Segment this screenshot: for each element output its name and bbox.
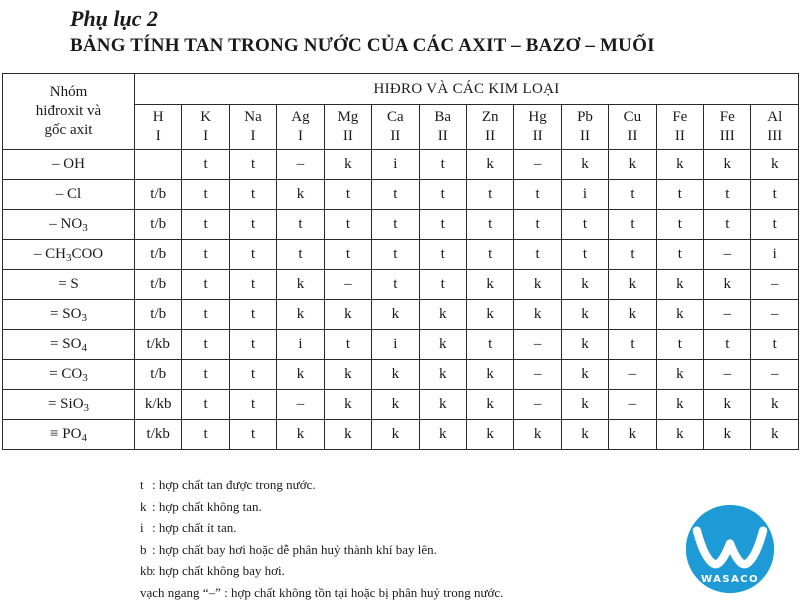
metal-header	[656, 105, 703, 150]
solubility-cell: –	[704, 240, 751, 270]
solubility-cell: –	[704, 360, 751, 390]
metal-header	[751, 105, 799, 150]
anion-prefix: = S	[58, 276, 79, 292]
anion-prefix: – NO	[49, 216, 82, 232]
legend	[140, 474, 503, 603]
solubility-cell: t	[419, 270, 466, 300]
solubility-cell: k	[561, 300, 608, 330]
metal-valence: II	[562, 127, 608, 146]
solubility-cell: t	[182, 300, 229, 330]
anion-subscript: 3	[82, 222, 88, 234]
anion-cell	[3, 420, 135, 450]
solubility-cell: k	[324, 150, 371, 180]
solubility-cell: k	[751, 390, 799, 420]
solubility-cell: –	[609, 390, 656, 420]
metal-symbol: Mg	[325, 108, 371, 127]
legend-text: : hợp chất bay hơi hoặc dễ phân huỷ thành khí bay lên.	[152, 542, 437, 557]
solubility-cell: t	[372, 180, 419, 210]
table-row	[3, 270, 799, 300]
metal-header	[277, 105, 324, 150]
table-body	[3, 150, 799, 450]
metal-header	[419, 105, 466, 150]
metal-header	[135, 105, 182, 150]
anion-prefix: ≡ PO	[50, 426, 81, 442]
metal-symbol: Hg	[514, 108, 560, 127]
solubility-cell: k	[656, 150, 703, 180]
table-row	[3, 180, 799, 210]
solubility-cell: t/b	[135, 300, 182, 330]
solubility-cell: t	[704, 180, 751, 210]
legend-symbol: kb	[140, 560, 152, 582]
solubility-cell: k	[561, 150, 608, 180]
solubility-cell: t	[514, 210, 561, 240]
legend-item	[140, 474, 503, 496]
solubility-cell: t	[229, 360, 276, 390]
anion-cell	[3, 330, 135, 360]
metal-header	[372, 105, 419, 150]
solubility-cell: k	[372, 360, 419, 390]
legend-symbol: vạch ngang “–”	[140, 585, 221, 600]
solubility-cell: t	[182, 270, 229, 300]
solubility-cell: t	[561, 210, 608, 240]
corner-line: gốc axit	[3, 121, 134, 140]
solubility-cell: t	[704, 210, 751, 240]
solubility-cell: t	[182, 180, 229, 210]
solubility-cell: k	[609, 150, 656, 180]
wasaco-logo	[684, 503, 776, 595]
metal-valence: II	[514, 127, 560, 146]
metal-valence: III	[704, 127, 750, 146]
group-header: HIĐRO VÀ CÁC KIM LOẠI	[135, 74, 799, 105]
solubility-cell: k	[277, 420, 324, 450]
solubility-cell: k	[466, 300, 513, 330]
metal-header	[561, 105, 608, 150]
anion-subscript: 3	[84, 402, 90, 414]
solubility-cell: k	[704, 150, 751, 180]
solubility-cell: t	[229, 390, 276, 420]
solubility-cell: t	[182, 390, 229, 420]
solubility-cell: t	[466, 210, 513, 240]
solubility-cell: k	[609, 420, 656, 450]
solubility-cell: k	[466, 390, 513, 420]
metal-symbol: Pb	[562, 108, 608, 127]
solubility-cell: i	[751, 240, 799, 270]
table-row	[3, 300, 799, 330]
solubility-cell: t	[419, 150, 466, 180]
solubility-cell: k	[656, 300, 703, 330]
anion-subscript: 3	[81, 312, 87, 324]
solubility-cell: k	[561, 270, 608, 300]
solubility-cell: –	[751, 270, 799, 300]
solubility-cell: t/b	[135, 270, 182, 300]
metal-valence: I	[230, 127, 276, 146]
anion-cell	[3, 180, 135, 210]
solubility-cell: t	[324, 330, 371, 360]
metal-symbol: K	[182, 108, 228, 127]
anion-cell	[3, 390, 135, 420]
anion-suffix: COO	[71, 246, 103, 262]
legend-item	[140, 496, 503, 518]
table-row	[3, 360, 799, 390]
solubility-cell: t	[751, 330, 799, 360]
solubility-cell: t	[182, 420, 229, 450]
solubility-cell: i	[372, 150, 419, 180]
table-row	[3, 150, 799, 180]
solubility-cell: k/kb	[135, 390, 182, 420]
solubility-cell: t	[229, 240, 276, 270]
solubility-cell: t	[229, 150, 276, 180]
solubility-cell: k	[561, 330, 608, 360]
solubility-cell: t	[372, 240, 419, 270]
solubility-cell: k	[561, 360, 608, 390]
metal-valence: II	[467, 127, 513, 146]
solubility-cell: t	[514, 240, 561, 270]
solubility-cell: k	[514, 270, 561, 300]
solubility-cell: k	[419, 300, 466, 330]
table-title: BẢNG TÍNH TAN TRONG NƯỚC CỦA CÁC AXIT – BAZƠ – MUỐI	[70, 34, 655, 58]
metal-header	[514, 105, 561, 150]
metal-valence: III	[751, 127, 798, 146]
anion-prefix: = CO	[49, 366, 82, 382]
anion-cell	[3, 360, 135, 390]
solubility-cell: k	[656, 360, 703, 390]
metal-header	[466, 105, 513, 150]
solubility-cell: k	[277, 360, 324, 390]
solubility-cell: t	[182, 240, 229, 270]
solubility-cell: t	[656, 210, 703, 240]
solubility-cell: t	[656, 180, 703, 210]
solubility-cell: t	[229, 270, 276, 300]
solubility-cell: –	[277, 390, 324, 420]
metal-symbol: Ba	[420, 108, 466, 127]
solubility-cell: k	[561, 420, 608, 450]
solubility-cell: –	[277, 150, 324, 180]
metal-symbol: H	[135, 108, 181, 127]
solubility-cell: t	[656, 240, 703, 270]
solubility-cell: k	[609, 300, 656, 330]
appendix-label: Phụ lục 2	[70, 6, 655, 32]
solubility-cell: k	[609, 270, 656, 300]
metal-valence: II	[420, 127, 466, 146]
solubility-cell: k	[704, 270, 751, 300]
solubility-cell: k	[656, 390, 703, 420]
metal-symbol: Fe	[657, 108, 703, 127]
legend-symbol: i	[140, 517, 152, 539]
solubility-cell: k	[704, 390, 751, 420]
metal-valence: II	[609, 127, 655, 146]
solubility-cell: –	[514, 150, 561, 180]
anion-prefix: = SO	[50, 336, 81, 352]
metal-valence: I	[135, 127, 181, 146]
solubility-cell: t/kb	[135, 330, 182, 360]
metal-symbol: Fe	[704, 108, 750, 127]
solubility-cell: –	[704, 300, 751, 330]
corner-line: hiđroxit và	[3, 102, 134, 121]
solubility-cell: t	[229, 300, 276, 330]
solubility-cell: t/kb	[135, 420, 182, 450]
solubility-cell: i	[561, 180, 608, 210]
anion-cell	[3, 300, 135, 330]
solubility-cell: k	[751, 420, 799, 450]
legend-symbol: b	[140, 539, 152, 561]
solubility-cell: t	[466, 330, 513, 360]
solubility-cell: t	[751, 180, 799, 210]
anion-prefix: – Cl	[56, 186, 81, 202]
solubility-cell: t	[466, 180, 513, 210]
legend-text: : hợp chất không tồn tại hoặc bị phân huỷ trong nước.	[221, 585, 504, 600]
solubility-cell: t	[704, 330, 751, 360]
solubility-cell: –	[751, 360, 799, 390]
solubility-cell: k	[277, 180, 324, 210]
table-row	[3, 330, 799, 360]
solubility-cell: t	[609, 240, 656, 270]
page-heading	[70, 6, 655, 58]
legend-item	[140, 560, 503, 582]
solubility-cell: t	[751, 210, 799, 240]
anion-cell	[3, 150, 135, 180]
metal-header	[704, 105, 751, 150]
solubility-cell: –	[514, 330, 561, 360]
solubility-cell: t/b	[135, 210, 182, 240]
solubility-cell: t	[561, 240, 608, 270]
anion-cell	[3, 210, 135, 240]
solubility-cell: t/b	[135, 180, 182, 210]
metal-symbol: Na	[230, 108, 276, 127]
legend-text: : hợp chất không tan.	[152, 499, 262, 514]
solubility-cell: k	[324, 360, 371, 390]
solubility-cell	[135, 150, 182, 180]
solubility-cell: t	[277, 210, 324, 240]
solubility-cell: t	[182, 150, 229, 180]
solubility-cell: t	[609, 180, 656, 210]
solubility-cell: –	[514, 360, 561, 390]
solubility-cell: t/b	[135, 240, 182, 270]
solubility-cell: t	[372, 270, 419, 300]
anion-cell	[3, 270, 135, 300]
solubility-cell: t	[419, 180, 466, 210]
solubility-cell: t	[182, 210, 229, 240]
solubility-cell: –	[751, 300, 799, 330]
solubility-cell: t	[609, 330, 656, 360]
metal-valence: II	[372, 127, 418, 146]
anion-subscript: 4	[81, 432, 87, 444]
metal-header	[182, 105, 229, 150]
solubility-cell: t	[514, 180, 561, 210]
solubility-cell: k	[372, 390, 419, 420]
solubility-cell: k	[324, 420, 371, 450]
solubility-cell: k	[419, 330, 466, 360]
solubility-cell: –	[514, 390, 561, 420]
solubility-cell: k	[372, 300, 419, 330]
solubility-cell: t	[229, 420, 276, 450]
metal-symbol: Ag	[277, 108, 323, 127]
solubility-cell: k	[704, 420, 751, 450]
solubility-cell: k	[324, 390, 371, 420]
solubility-cell: t	[419, 240, 466, 270]
metal-valence: I	[277, 127, 323, 146]
solubility-cell: t	[324, 240, 371, 270]
solubility-cell: t	[372, 210, 419, 240]
solubility-cell: t	[229, 210, 276, 240]
metal-valence: II	[657, 127, 703, 146]
metal-symbol: Cu	[609, 108, 655, 127]
metal-valence: I	[182, 127, 228, 146]
solubility-cell: k	[466, 360, 513, 390]
anion-subscript: 3	[82, 372, 88, 384]
anion-subscript: 4	[81, 342, 87, 354]
table-row	[3, 240, 799, 270]
solubility-cell: t	[324, 180, 371, 210]
metal-symbol: Al	[751, 108, 798, 127]
legend-item	[140, 517, 503, 539]
solubility-cell: k	[419, 390, 466, 420]
solubility-cell: t	[609, 210, 656, 240]
solubility-cell: t	[182, 360, 229, 390]
solubility-cell: k	[514, 420, 561, 450]
solubility-cell: i	[372, 330, 419, 360]
logo-text: WASACO	[701, 574, 759, 585]
solubility-cell: t	[277, 240, 324, 270]
solubility-cell: k	[466, 150, 513, 180]
solubility-cell: t	[466, 240, 513, 270]
corner-header	[3, 74, 135, 150]
table-row	[3, 390, 799, 420]
table-row	[3, 210, 799, 240]
solubility-cell: k	[561, 390, 608, 420]
solubility-cell: t	[324, 210, 371, 240]
anion-prefix: = SiO	[48, 396, 84, 412]
solubility-cell: k	[656, 270, 703, 300]
metal-header	[324, 105, 371, 150]
solubility-cell: t	[656, 330, 703, 360]
anion-subscript: 3	[66, 252, 72, 264]
anion-prefix: – CH	[34, 246, 66, 262]
solubility-cell: k	[277, 270, 324, 300]
legend-text: : hợp chất không bay hơi.	[152, 563, 285, 578]
corner-line: Nhóm	[3, 83, 134, 102]
legend-symbol: t	[140, 474, 152, 496]
solubility-cell: k	[419, 360, 466, 390]
solubility-cell: k	[514, 300, 561, 330]
legend-text: : hợp chất tan được trong nước.	[152, 477, 316, 492]
metal-symbol: Ca	[372, 108, 418, 127]
solubility-cell: t/b	[135, 360, 182, 390]
solubility-cell: t	[182, 330, 229, 360]
metal-symbol: Zn	[467, 108, 513, 127]
solubility-cell: k	[324, 300, 371, 330]
solubility-cell: k	[751, 150, 799, 180]
legend-text: : hợp chất ít tan.	[152, 520, 237, 535]
metal-valence: II	[325, 127, 371, 146]
solubility-cell: t	[229, 180, 276, 210]
legend-symbol: k	[140, 496, 152, 518]
table-row	[3, 420, 799, 450]
anion-cell	[3, 240, 135, 270]
solubility-cell: t	[229, 330, 276, 360]
solubility-cell: k	[419, 420, 466, 450]
anion-prefix: = SO	[50, 306, 81, 322]
legend-item	[140, 539, 503, 561]
solubility-cell: –	[609, 360, 656, 390]
solubility-table	[2, 73, 799, 450]
solubility-cell: k	[372, 420, 419, 450]
solubility-cell: t	[419, 210, 466, 240]
solubility-cell: –	[324, 270, 371, 300]
solubility-cell: k	[656, 420, 703, 450]
anion-prefix: – OH	[52, 156, 85, 172]
solubility-cell: k	[466, 270, 513, 300]
solubility-cell: k	[466, 420, 513, 450]
metal-header	[229, 105, 276, 150]
metal-header	[609, 105, 656, 150]
solubility-cell: k	[277, 300, 324, 330]
solubility-cell: i	[277, 330, 324, 360]
